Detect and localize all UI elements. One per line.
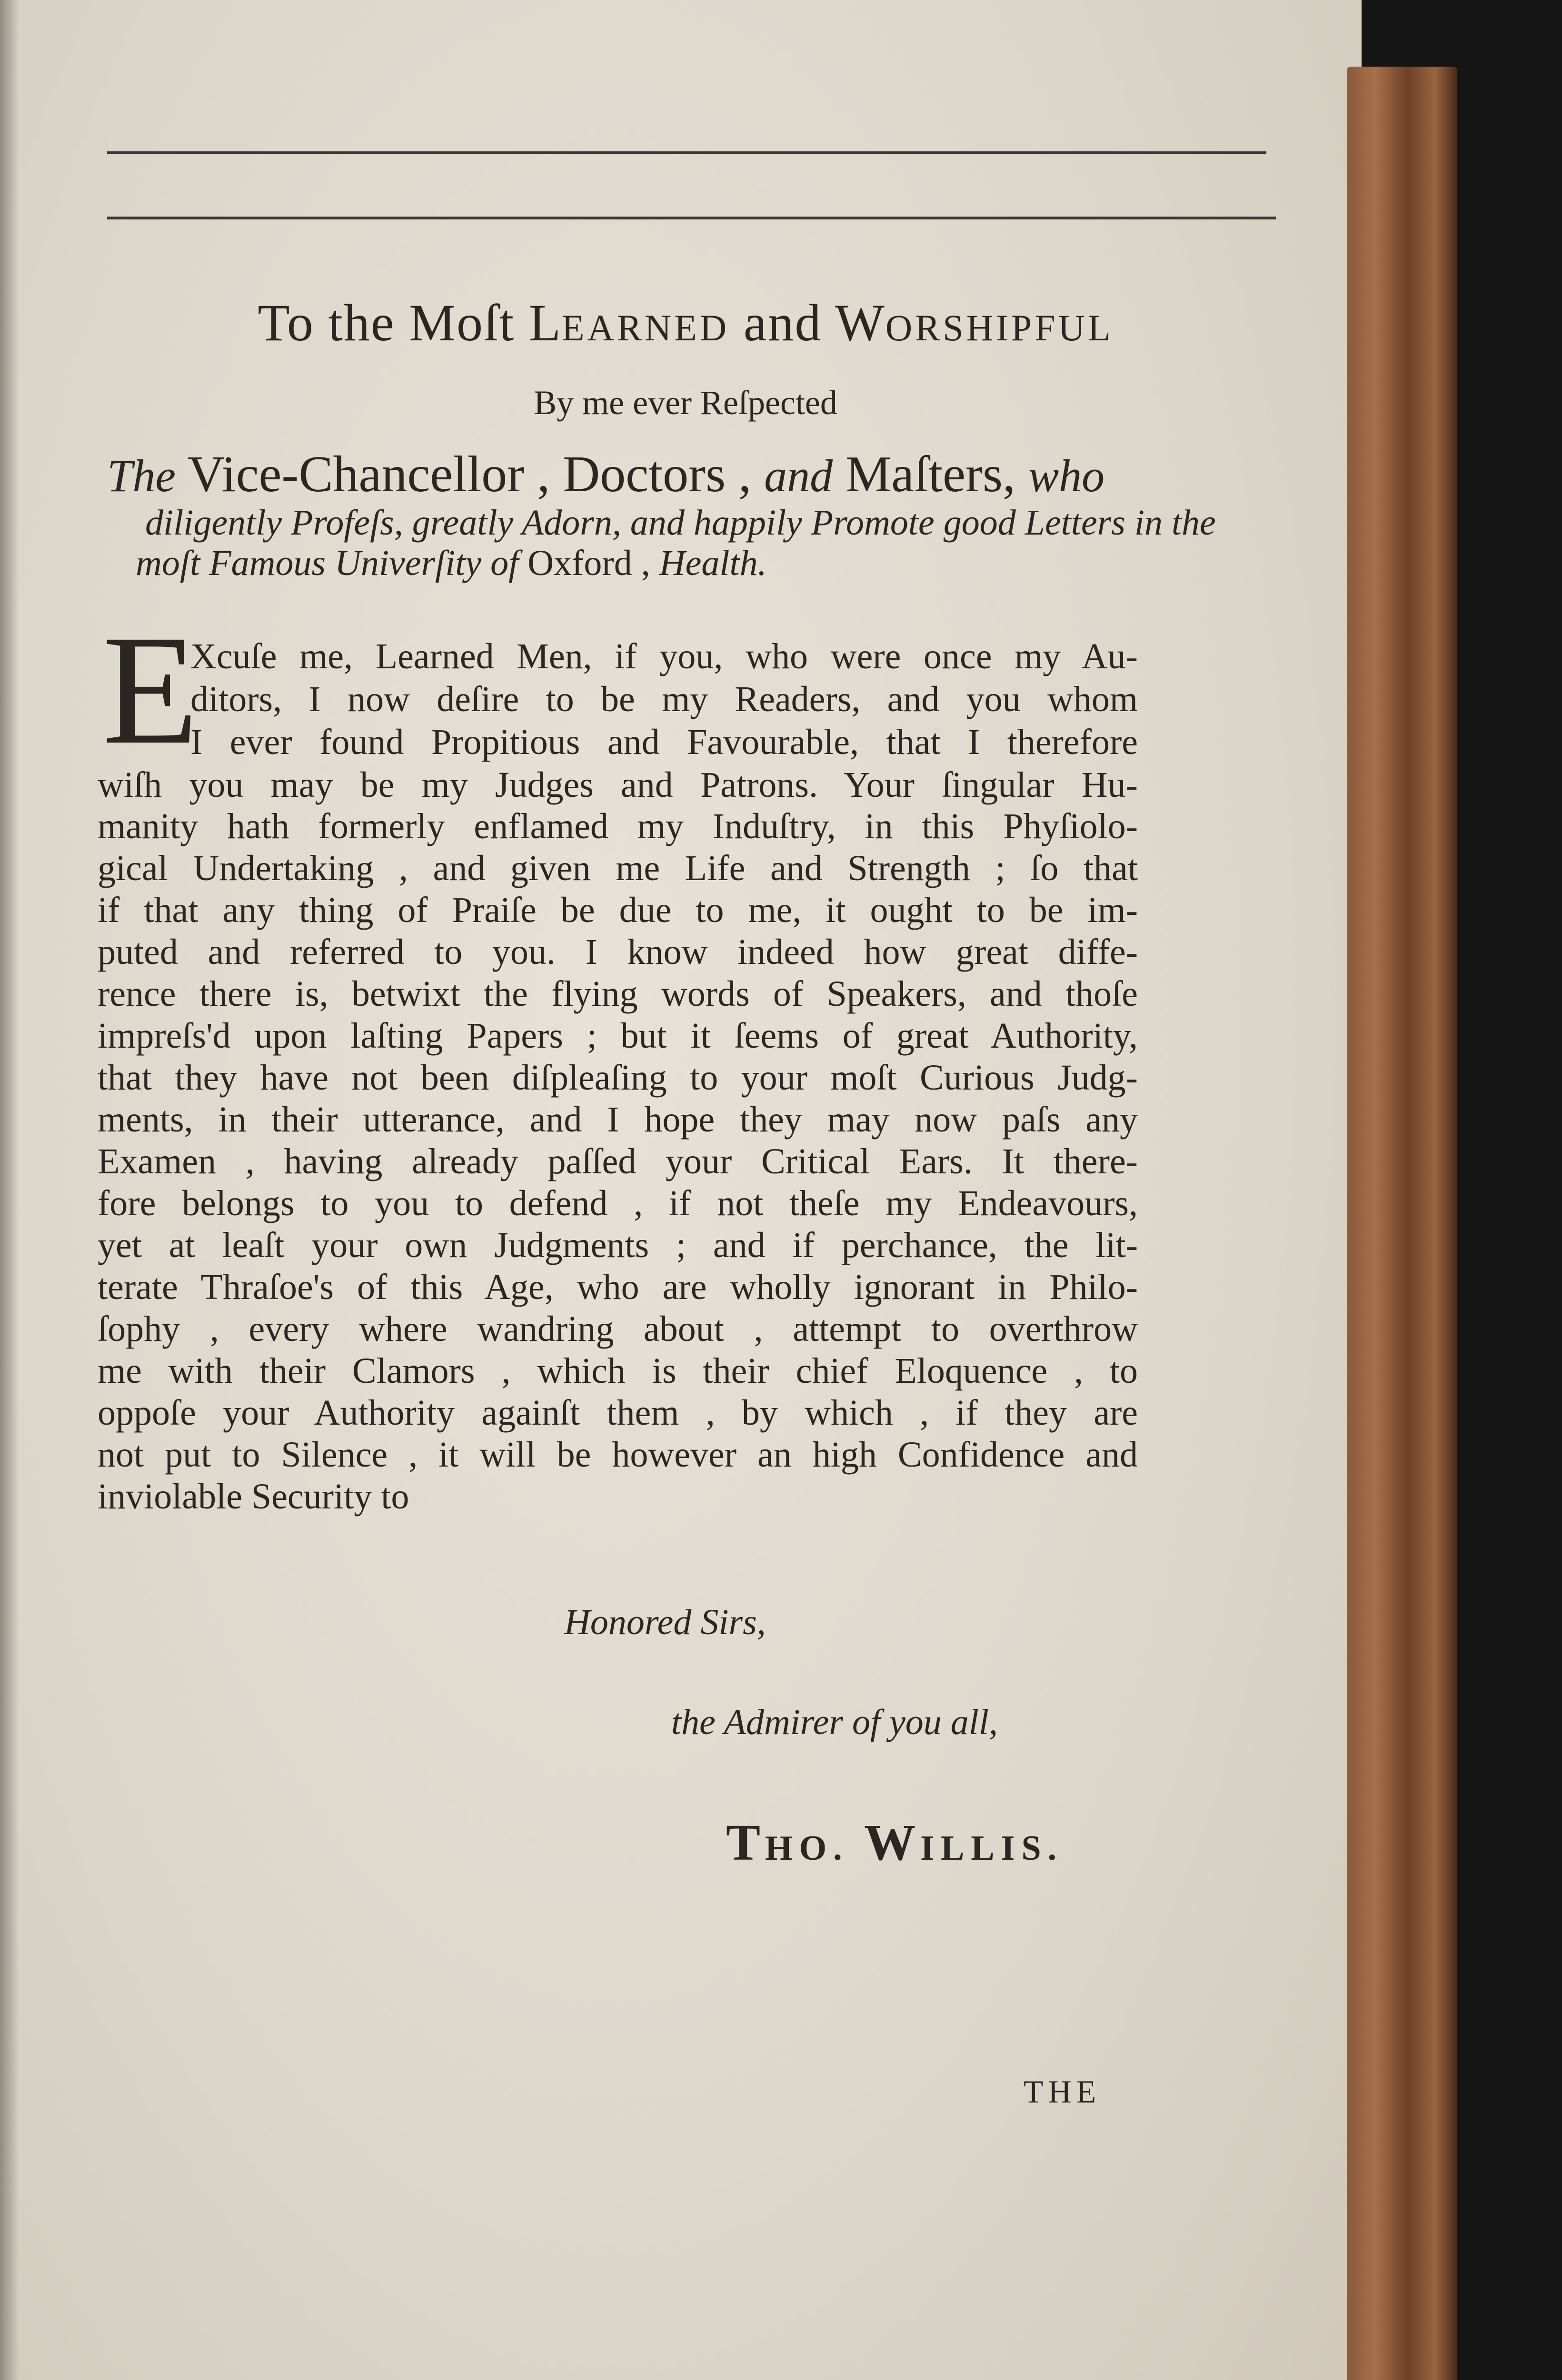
- heading-to-the: To the: [258, 294, 409, 352]
- body-line: if that any thing of Praiſe be due to me, it ought to be im-: [98, 890, 1138, 930]
- heading-learned-cap: L: [528, 294, 562, 352]
- body-line: Xcuſe me, Learned Men, if you, who were once my Au-: [190, 636, 1138, 676]
- body-line: wiſh you may be my Judges and Patrons. Your ſingular Hu-: [98, 765, 1138, 805]
- signature-tho-rest: HO.: [765, 1829, 865, 1868]
- address-who: who: [1028, 450, 1105, 501]
- gutter-shadow: [0, 0, 19, 2380]
- signature-tho-cap: T: [726, 1815, 766, 1871]
- closing-admirer: the Admirer of you all,: [671, 1702, 998, 1742]
- address-vice-chancellor: Vice-Chancellor , Doctors ,: [176, 446, 765, 503]
- heading-learned-rest: EARNED: [561, 307, 730, 348]
- heading-and: and: [729, 294, 836, 352]
- address-line-3: [136, 543, 767, 584]
- address-line-1: [107, 445, 1104, 504]
- body-line: Examen , having already paſſed your Critical Ears. It there-: [98, 1141, 1138, 1181]
- address-university: moſt Famous Univerſity of: [136, 543, 528, 583]
- body-line: gical Undertaking , and given me Life and Strength ; ſo that: [98, 848, 1138, 888]
- body-line: me with their Clamors , which is their chief Eloquence , to: [98, 1351, 1138, 1391]
- body-line: rence there is, betwixt the flying words of Speakers, and thoſe: [98, 974, 1138, 1014]
- drop-cap: E: [102, 603, 199, 777]
- body-line: manity hath formerly enflamed my Induſtry, in this Phyſiolo-: [98, 806, 1138, 846]
- address-masters: Maſters,: [833, 446, 1029, 503]
- body-line-last: inviolable Security to: [98, 1477, 409, 1517]
- top-rule: [107, 151, 1266, 154]
- body-line: fore belongs to you to defend , if not theſe my Endeavours,: [98, 1183, 1138, 1223]
- signature-willis-cap: W: [864, 1815, 921, 1871]
- body-line: I ever found Propitious and Favourable, that I therefore: [190, 722, 1138, 762]
- signature-willis-rest: ILLIS.: [920, 1829, 1064, 1868]
- heading-most: Moſt: [409, 294, 529, 352]
- signature: [726, 1814, 1063, 1873]
- address-comma: ,: [632, 543, 659, 583]
- address-line-2: diligently Profeſs, greatly Adorn, and happily Promote good Letters in the: [145, 503, 1216, 543]
- heading-worshipful-rest: ORSHIPFUL: [885, 307, 1114, 348]
- address-the: The: [107, 450, 176, 501]
- body-line: impreſs'd upon laſting Papers ; but it ſeems of great Authority,: [98, 1016, 1138, 1056]
- catchword: THE: [1024, 2073, 1101, 2110]
- closing-salutation: Honored Sirs,: [564, 1602, 766, 1642]
- page-edge: [1347, 67, 1457, 2380]
- body-line: ſophy , every where wandring about , attempt to overthrow: [98, 1309, 1138, 1349]
- body-line: puted and referred to you. I know indeed how great diffe-: [98, 932, 1138, 972]
- heading-worshipful-cap: W: [835, 294, 885, 352]
- body-line: terate Thraſoe's of this Age, who are wholly ignorant in Philo-: [98, 1267, 1138, 1307]
- body-line: ments, in their utterance, and I hope they may now paſs any: [98, 1100, 1138, 1140]
- second-rule: [107, 217, 1276, 219]
- body-line: that they have not been diſpleaſing to your moſt Curious Judg-: [98, 1058, 1138, 1098]
- body-line: ditors, I now deſire to be my Readers, and you whom: [190, 679, 1138, 719]
- address-health: Health.: [659, 543, 767, 583]
- dedication-heading: [143, 293, 1228, 353]
- body-line: not put to Silence , it will be however an high Confidence and: [98, 1435, 1138, 1475]
- address-oxford: Oxford: [527, 543, 632, 583]
- address-and: and: [764, 450, 833, 501]
- subheading: By me ever Reſpected: [534, 384, 837, 422]
- body-line: oppoſe your Authority againſt them , by which , if they are: [98, 1393, 1138, 1433]
- body-line: yet at leaſt your own Judgments ; and if perchance, the lit-: [98, 1225, 1138, 1265]
